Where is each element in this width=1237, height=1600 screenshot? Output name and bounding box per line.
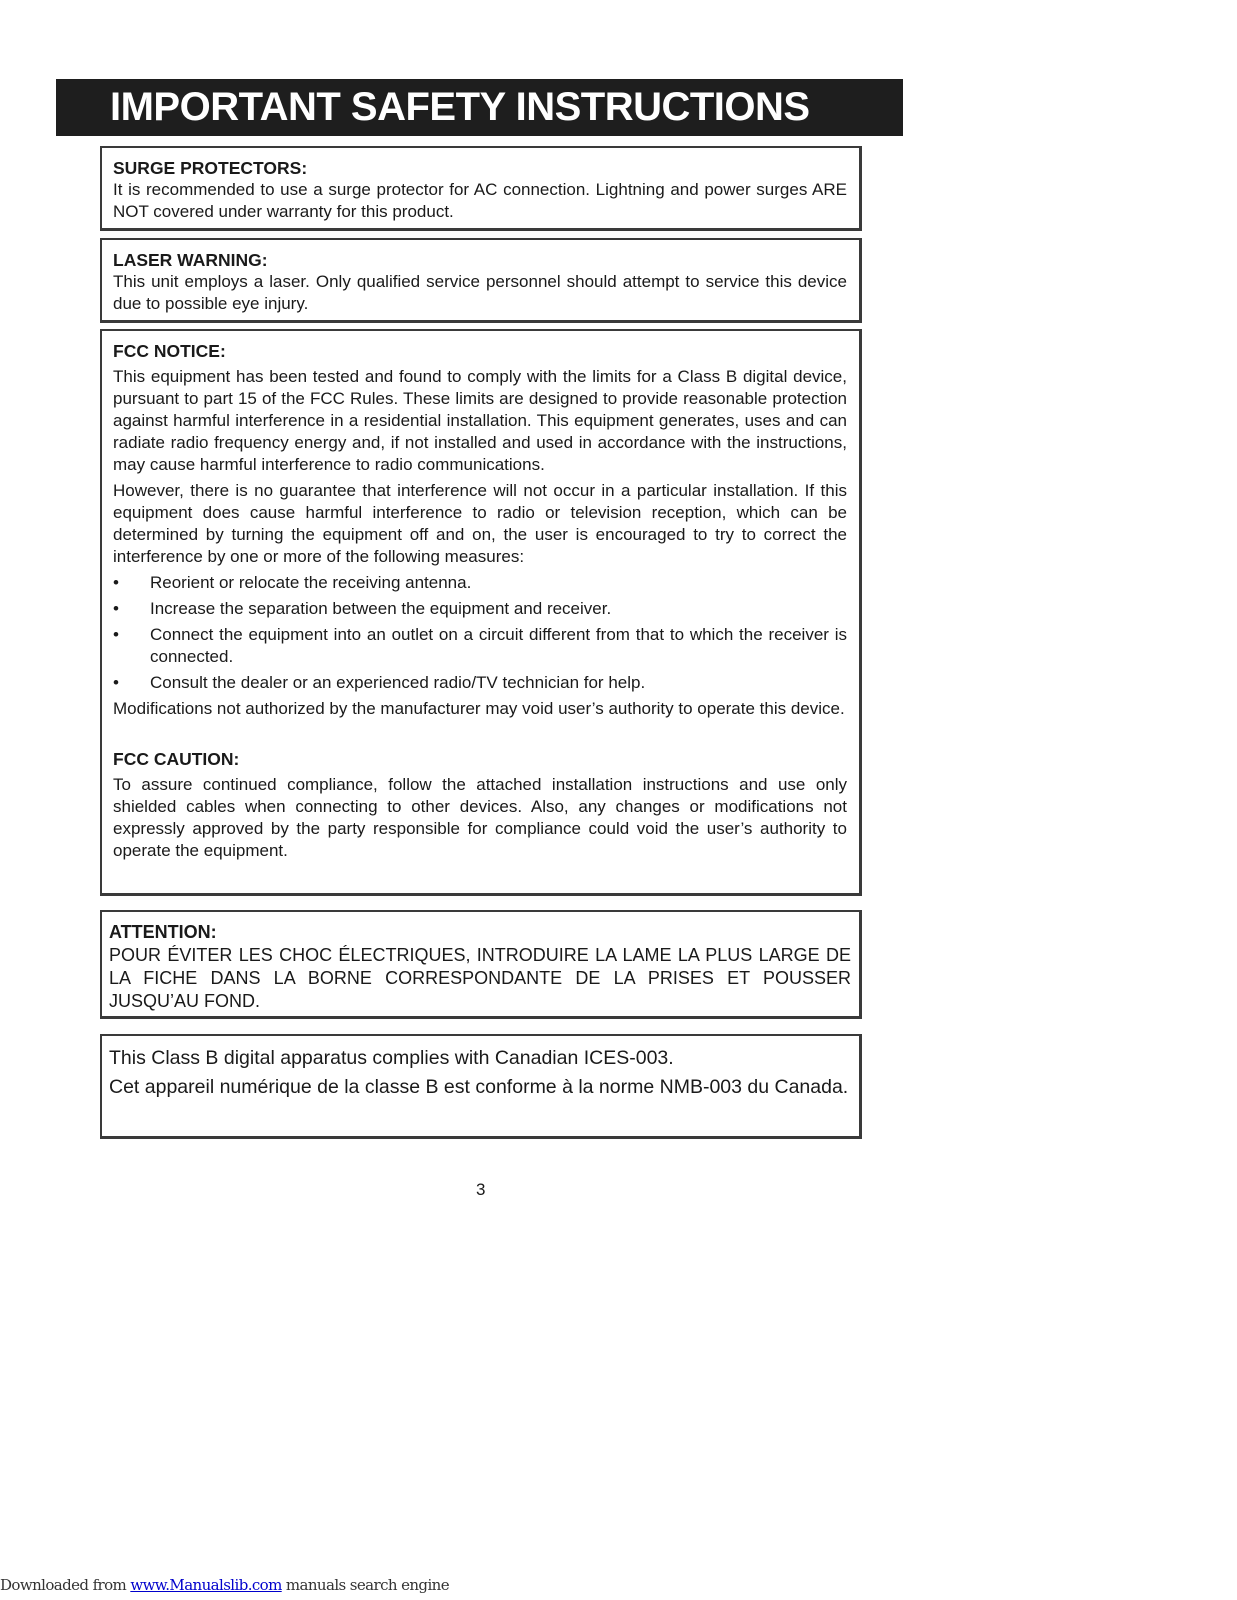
list-item-text: Reorient or relocate the receiving antenna. bbox=[150, 573, 472, 592]
bullet-marker: • bbox=[113, 573, 119, 592]
attention-text: POUR ÉVITER LES CHOC ÉLECTRIQUES, INTRODUIRE LA LAME LA PLUS LARGE DE LA FICHE DANS LA BORNE CORRESPONDANTE DE LA PRISES ET POUSSER JUSQU’AU FOND. bbox=[109, 945, 851, 1011]
list-item-text: Consult the dealer or an experienced radio/TV technician for help. bbox=[150, 673, 646, 692]
attention-title: ATTENTION: bbox=[109, 922, 217, 942]
fcc-notice-title: FCC NOTICE: bbox=[113, 341, 226, 361]
laser-warning-title: LASER WARNING: bbox=[113, 250, 268, 270]
list-item-text: Increase the separation between the equipment and receiver. bbox=[150, 599, 612, 618]
fcc-caution-title: FCC CAUTION: bbox=[113, 749, 240, 769]
footer-suffix: manuals search engine bbox=[281, 1576, 449, 1594]
laser-warning-box bbox=[100, 238, 862, 323]
laser-warning-text: This unit employs a laser. Only qualified service personnel should attempt to service this device due to possible eye injury. bbox=[113, 272, 847, 313]
manualslib-link[interactable]: www.Manualslib.com bbox=[130, 1576, 282, 1594]
list-item bbox=[113, 572, 847, 594]
surge-protectors-box bbox=[100, 146, 862, 231]
attention-box bbox=[100, 910, 862, 1019]
fcc-notice-paragraph-2: However, there is no guarantee that interference will not occur in a particular installation. If this equipment does cause harmful interference to radio or television reception, which can be determined by turning the equipment off and on, the user is encouraged to try to correct the interference by one or more of the following measures: bbox=[113, 481, 847, 566]
fcc-notice-paragraph-3: Modifications not authorized by the manufacturer may void user’s authority to operate this device. bbox=[113, 699, 845, 718]
list-item bbox=[113, 672, 847, 694]
page-title: IMPORTANT SAFETY INSTRUCTIONS bbox=[110, 85, 810, 129]
list-item bbox=[113, 598, 847, 620]
bullet-marker: • bbox=[113, 673, 119, 692]
fcc-notice-paragraph-1: This equipment has been tested and found to comply with the limits for a Class B digital device, pursuant to part 15 of the FCC Rules. These limits are designed to provide reasonable protection against harmful interference in a residential installation. This equipment generates, uses and can radiate radio frequency energy and, if not installed and used in accordance with the instructions, may cause harmful interference to radio communications. bbox=[113, 367, 847, 474]
page-number: 3 bbox=[476, 1180, 486, 1199]
surge-protectors-title: SURGE PROTECTORS: bbox=[113, 158, 308, 178]
title-banner bbox=[56, 79, 903, 136]
canada-compliance-box bbox=[100, 1034, 862, 1139]
fcc-notice-box bbox=[100, 329, 862, 896]
download-footer bbox=[0, 1575, 449, 1595]
list-item-text: Connect the equipment into an outlet on a circuit different from that to which the receiver is connected. bbox=[150, 625, 847, 666]
fcc-caution-text: To assure continued compliance, follow the attached installation instructions and use only shielded cables when connecting to other devices. Also, any changes or modifications not expressly approved by the party responsible for compliance could void the user’s authority to operate the equipment. bbox=[113, 775, 847, 860]
canada-compliance-french: Cet appareil numérique de la classe B est conforme à la norme NMB-003 du Canada. bbox=[109, 1076, 849, 1098]
bullet-marker: • bbox=[113, 599, 119, 618]
list-item bbox=[113, 624, 847, 668]
surge-protectors-text: It is recommended to use a surge protector for AC connection. Lightning and power surges ARE NOT covered under warranty for this product. bbox=[113, 180, 847, 221]
canada-compliance-english: This Class B digital apparatus complies with Canadian ICES-003. bbox=[109, 1047, 674, 1069]
bullet-marker: • bbox=[113, 625, 119, 644]
footer-prefix: Downloaded from bbox=[0, 1576, 131, 1594]
